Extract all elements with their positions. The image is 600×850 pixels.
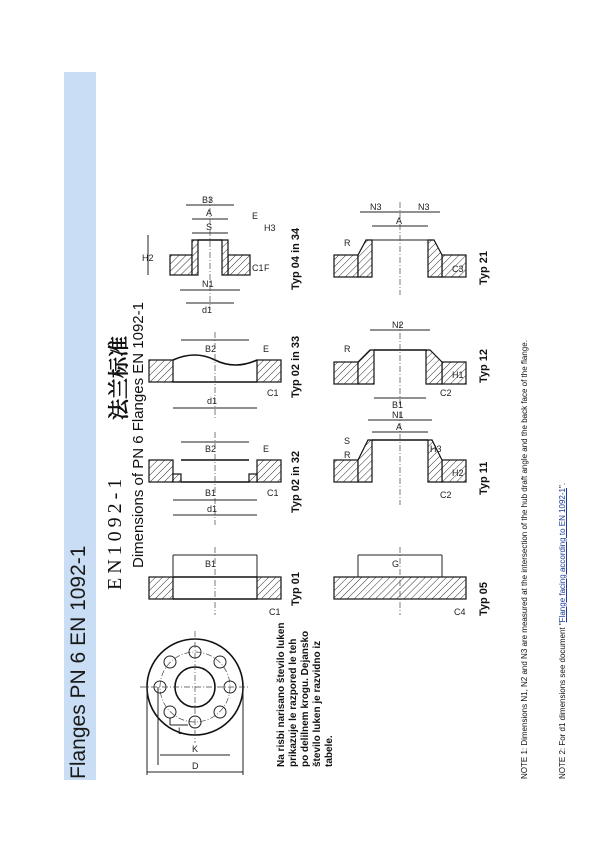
section-heading: Dimensions of PN 6 Flanges EN 1092-1 bbox=[130, 302, 147, 568]
typ01-label: Typ 01 bbox=[290, 571, 302, 606]
flange-front-view bbox=[140, 625, 250, 785]
dim-f-label: F bbox=[264, 263, 270, 273]
dim-c4-label: C4 bbox=[454, 607, 466, 617]
dim-k-label: K bbox=[192, 744, 199, 754]
bolt-note-line: prikazuje le razpored le teh bbox=[288, 638, 299, 767]
dim-b1-label: B1 bbox=[205, 488, 217, 498]
dim-r-label: R bbox=[344, 344, 351, 354]
dim-d1-label: d1 bbox=[202, 305, 213, 315]
dim-b2-label: B2 bbox=[205, 344, 217, 354]
dim-c1-label: C1 bbox=[269, 607, 281, 617]
dim-d1-label: d1 bbox=[207, 396, 218, 406]
typ02-33-drawing bbox=[145, 330, 285, 425]
dim-r-label: R bbox=[344, 238, 351, 248]
typ12-drawing bbox=[330, 320, 470, 410]
dim-n3-label: N3 bbox=[418, 202, 430, 212]
typ04-34-label: Typ 04 in 34 bbox=[290, 227, 302, 290]
dim-c1-label: C1 bbox=[267, 488, 279, 498]
dim-e-label: E bbox=[263, 344, 270, 354]
dim-c3-label: C3 bbox=[452, 264, 464, 274]
bolt-note-line: po delilnem krogu. Dejansko bbox=[300, 630, 311, 767]
typ04-34-drawing bbox=[140, 195, 290, 315]
dim-b1-label: B1 bbox=[392, 400, 404, 410]
typ21-drawing bbox=[330, 200, 470, 300]
dim-h3-label: H3 bbox=[430, 444, 442, 454]
dim-l-label: L bbox=[178, 726, 184, 736]
dim-s-label: S bbox=[206, 222, 213, 232]
dim-a-label: A bbox=[206, 208, 213, 218]
typ11-drawing bbox=[330, 410, 470, 510]
dim-a-label: A bbox=[396, 216, 403, 226]
dim-c1-label: C1 bbox=[252, 263, 264, 273]
dim-c2-label: C2 bbox=[440, 490, 452, 500]
note-2-prefix: NOTE 2: For d1 dimensions see document " bbox=[558, 622, 567, 779]
note-1: NOTE 1: Dimensions N1, N2 and N3 are measured at the intersection of the hub draft angle and the back face of the flange. bbox=[520, 340, 529, 779]
dim-n1-label: N1 bbox=[392, 410, 404, 420]
dim-e-label: E bbox=[263, 444, 270, 454]
dim-b1-label: B1 bbox=[205, 559, 217, 569]
typ05-drawing bbox=[330, 545, 470, 620]
bolt-note-line: Na risbi narisano število luken bbox=[276, 622, 287, 767]
typ01-drawing bbox=[145, 545, 285, 620]
dim-h1-label: H1 bbox=[452, 370, 464, 380]
page-title: Flanges PN 6 EN 1092-1 bbox=[67, 545, 90, 779]
typ11-label: Typ 11 bbox=[478, 461, 490, 495]
bolt-note-line: število luken je razvidno iz bbox=[312, 640, 323, 767]
dim-n2-label: N2 bbox=[392, 320, 404, 330]
dim-h3-label: H3 bbox=[264, 223, 276, 233]
standard-code: EN1092-1 bbox=[104, 474, 126, 590]
dim-a-label: A bbox=[396, 422, 403, 432]
dim-s-label: S bbox=[344, 436, 351, 446]
typ02-32-drawing bbox=[145, 430, 285, 530]
typ05-label: Typ 05 bbox=[478, 581, 490, 616]
note-2-suffix: ". bbox=[558, 482, 567, 488]
dim-d-label: D bbox=[192, 761, 199, 771]
dim-e-label: E bbox=[252, 211, 259, 221]
dim-c1-label: C1 bbox=[267, 388, 279, 398]
dim-n3-label: N3 bbox=[370, 202, 382, 212]
dim-b2-label: B2 bbox=[205, 444, 217, 454]
bolt-note-line: tabele. bbox=[324, 735, 335, 767]
typ21-label: Typ 21 bbox=[478, 250, 490, 285]
dim-r-label: R bbox=[344, 450, 351, 460]
typ02-32-label: Typ 02 in 32 bbox=[290, 450, 302, 513]
dim-b3-label: B3 bbox=[202, 195, 214, 205]
dim-c2-label: C2 bbox=[440, 388, 452, 398]
flange-facing-link[interactable]: Flange facing according to EN 1092-1 bbox=[558, 488, 567, 623]
note-2 bbox=[558, 483, 567, 779]
typ12-label: Typ 12 bbox=[478, 348, 490, 383]
chinese-title: 法兰标准 bbox=[107, 336, 131, 420]
dim-g-label: G bbox=[392, 559, 400, 569]
dim-n1-label: N1 bbox=[202, 279, 214, 289]
typ02-33-label: Typ 02 in 33 bbox=[290, 335, 302, 398]
dim-h2-label: H2 bbox=[452, 468, 464, 478]
dim-h2-label: H2 bbox=[142, 253, 154, 263]
dim-d1-label: d1 bbox=[207, 504, 218, 514]
bolt-hole-note bbox=[276, 623, 336, 768]
